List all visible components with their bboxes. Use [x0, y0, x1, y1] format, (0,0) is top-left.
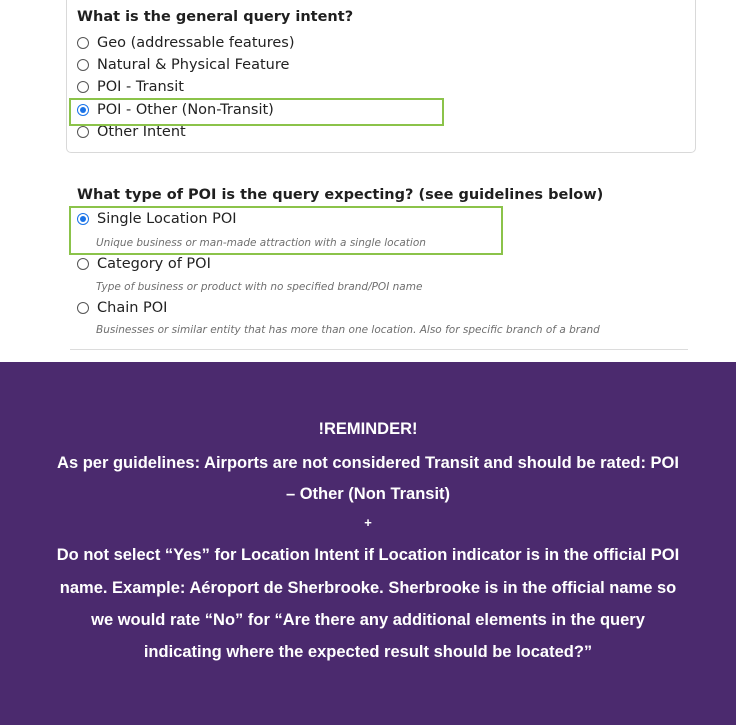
radio-unselected-icon[interactable]: [77, 59, 89, 71]
reminder-line: – Other (Non Transit): [285, 485, 451, 503]
reminder-heading: !REMINDER!: [318, 420, 418, 438]
option-label: POI - Transit: [97, 79, 184, 95]
poi-option-category[interactable]: [77, 254, 211, 274]
poi-option-chain[interactable]: [77, 298, 167, 318]
radio-unselected-icon[interactable]: [77, 126, 89, 138]
radio-selected-icon[interactable]: [77, 213, 89, 225]
reminder-line: name. Example: Aéroport de Sherbrooke. Sherbrooke is in the official name so: [59, 579, 677, 597]
reminder-line: we would rate “No” for “Are there any additional elements in the query: [91, 611, 645, 629]
intent-option-geo[interactable]: [77, 33, 294, 53]
reminder-line: As per guidelines: Airports are not considered Transit and should be rated: POI: [57, 454, 679, 472]
poi-type-question-title: What type of POI is the query expecting? (see guidelines below): [77, 187, 604, 203]
option-label: Chain POI: [97, 300, 168, 316]
radio-unselected-icon[interactable]: [77, 302, 89, 314]
divider: [70, 349, 688, 350]
radio-unselected-icon[interactable]: [77, 81, 89, 93]
option-label: Category of POI: [97, 256, 211, 272]
reminder-line: indicating where the expected result should be located?”: [143, 643, 593, 661]
poi-option-single-location[interactable]: [77, 209, 237, 229]
option-hint: Unique business or man-made attraction with a single location: [96, 237, 426, 249]
intent-option-poi-transit[interactable]: [77, 77, 184, 97]
intent-option-other[interactable]: [77, 122, 186, 142]
option-hint: Type of business or product with no specified brand/POI name: [96, 281, 423, 293]
radio-unselected-icon[interactable]: [77, 258, 89, 270]
reminder-separator: +: [364, 515, 372, 530]
intent-question-title: What is the general query intent?: [77, 9, 354, 25]
option-label: Geo (addressable features): [97, 35, 295, 51]
reminder-banner: [0, 362, 736, 725]
option-label: POI - Other (Non-Transit): [97, 102, 274, 118]
option-label: Natural & Physical Feature: [97, 57, 290, 73]
option-label: Other Intent: [97, 124, 186, 140]
radio-selected-icon[interactable]: [77, 104, 89, 116]
intent-option-poi-other[interactable]: [77, 100, 274, 120]
intent-option-natural-feature[interactable]: [77, 55, 289, 75]
option-label: Single Location POI: [97, 211, 237, 227]
option-hint: Businesses or similar entity that has more than one location. Also for specific branch of a brand: [96, 324, 600, 336]
reminder-line: Do not select “Yes” for Location Intent if Location indicator is in the official POI: [56, 546, 680, 564]
radio-unselected-icon[interactable]: [77, 37, 89, 49]
